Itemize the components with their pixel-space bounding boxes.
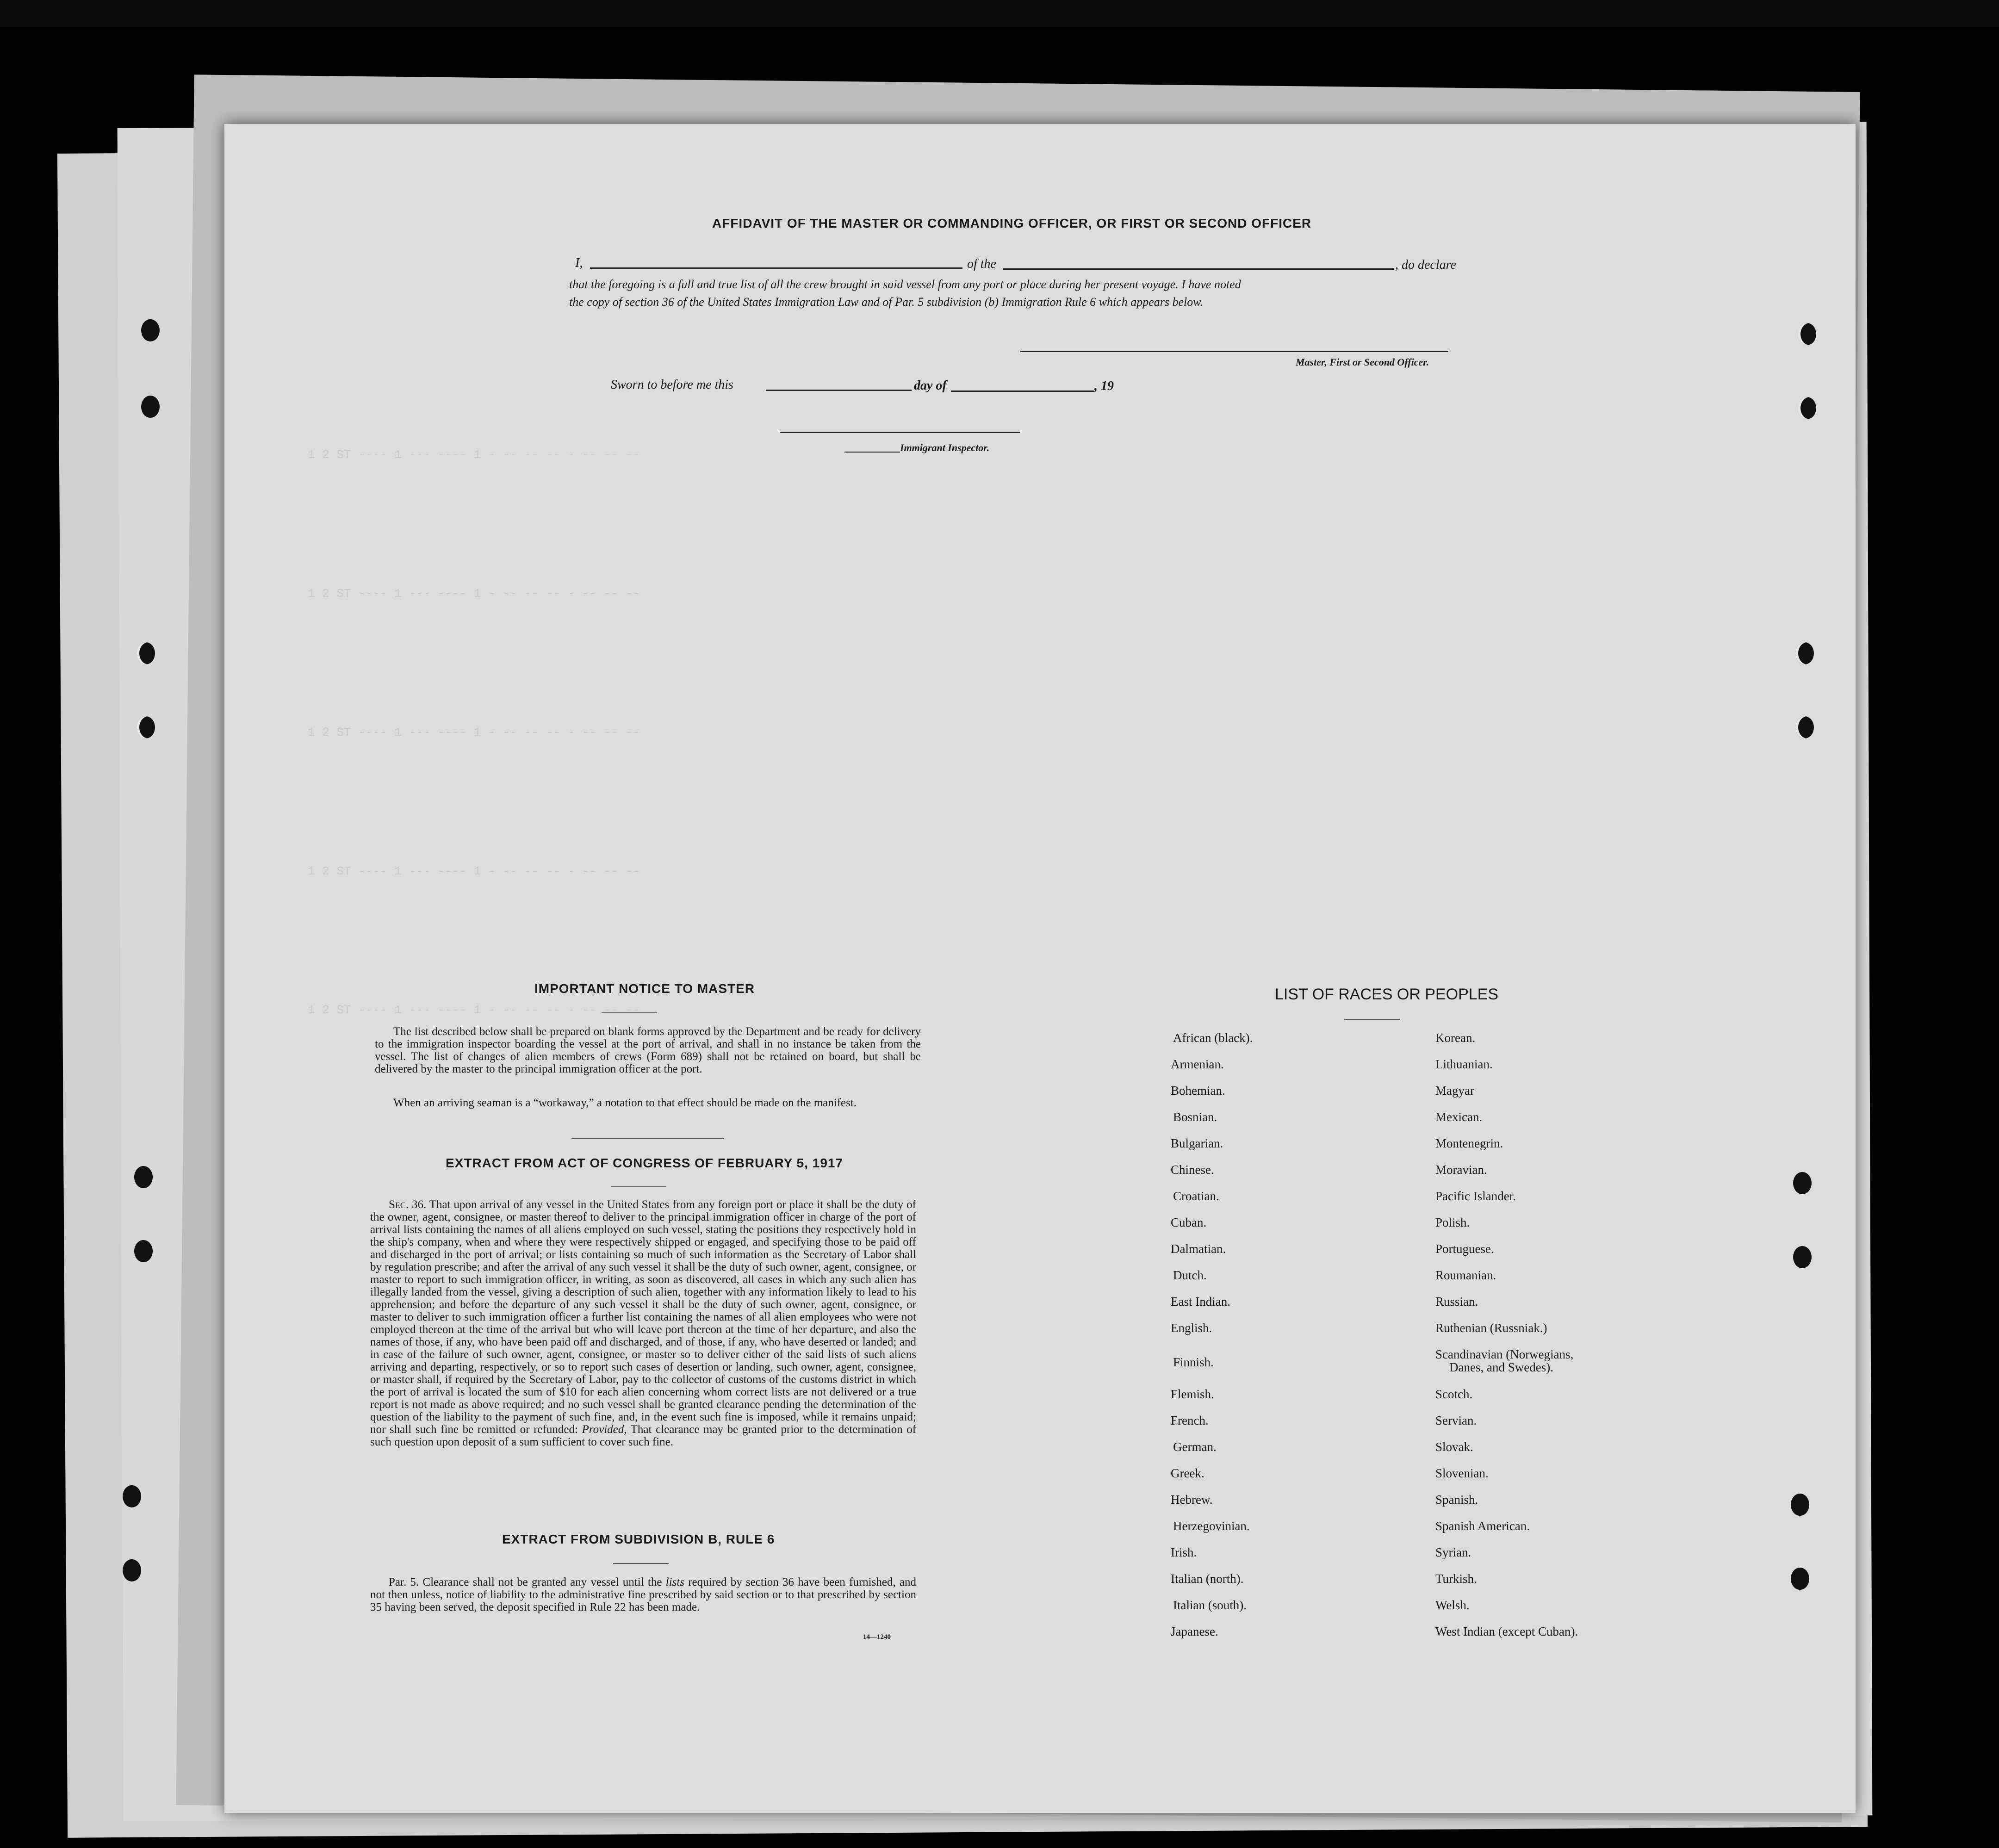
- race-item: Herzegovinian.: [1173, 1519, 1250, 1533]
- divider: [613, 1563, 669, 1564]
- race-item: Portuguese.: [1435, 1242, 1494, 1256]
- rule-extract-title: EXTRACT FROM SUBDIVISION B, RULE 6: [502, 1532, 775, 1546]
- race-item: Italian (south).: [1173, 1598, 1247, 1612]
- races-title: LIST OF RACES OR PEOPLES: [1275, 986, 1499, 1003]
- congress-extract-title: EXTRACT FROM ACT OF CONGRESS OF FEBRUARY 5, 1917: [446, 1156, 844, 1170]
- rule-paragraph: [370, 1576, 916, 1613]
- punch-hole: [137, 716, 155, 738]
- notice-paragraph-2: [375, 1097, 921, 1109]
- race-item: Syrian.: [1435, 1545, 1471, 1559]
- race-item: Cuban.: [1171, 1215, 1207, 1229]
- race-item: Greek.: [1171, 1466, 1204, 1480]
- rule-text-b: required by section 36 have been furnished, and not then unless, notice of liability to the administrative fine prescribed by said section or to that prescribed by section 35 having been served, the deposit specified in Rule 22 has been made.: [370, 1576, 917, 1613]
- do-declare-label: , do declare: [1395, 258, 1456, 272]
- race-item: Mexican.: [1435, 1110, 1483, 1124]
- punch-hole: [137, 642, 155, 664]
- section-label: Sec. 36.: [389, 1198, 427, 1211]
- divider: [571, 1138, 724, 1139]
- race-item: German.: [1173, 1440, 1217, 1454]
- sworn-day-line: [766, 390, 912, 391]
- race-item: Turkish.: [1435, 1572, 1477, 1586]
- race-item: Polish.: [1435, 1215, 1470, 1229]
- year-label: , 19: [1094, 379, 1114, 393]
- race-item: Slovak.: [1435, 1440, 1473, 1454]
- race-item: Bosnian.: [1173, 1110, 1217, 1124]
- race-item: Finnish.: [1173, 1355, 1214, 1369]
- punch-hole: [134, 1240, 153, 1262]
- punch-hole: [1791, 1494, 1809, 1516]
- affidavit-line-2: the copy of section 36 of the United States Immigration Law and of Par. 5 subdivision (b) Immigration Rule 6 which appears below.: [569, 295, 1204, 309]
- race-item: Italian (north).: [1171, 1572, 1244, 1586]
- race-item: Welsh.: [1435, 1598, 1470, 1612]
- race-item: Danes, and Swedes).: [1449, 1360, 1553, 1374]
- section-36-end: That clearance may be granted prior to the determination of such question upon deposit of a sum sufficient to cover such fine.: [370, 1423, 917, 1448]
- i-label: I,: [575, 256, 583, 270]
- divider: [602, 1012, 657, 1013]
- race-item: African (black).: [1173, 1031, 1253, 1045]
- race-item: Ruthenian (Russniak.): [1435, 1321, 1547, 1335]
- punch-hole: [1798, 397, 1816, 419]
- notice-paragraph-2-text: When an arriving seaman is a “workaway,” a notation to that effect should be made on the manifest.: [393, 1097, 857, 1109]
- affidavit-title: AFFIDAVIT OF THE MASTER OR COMMANDING OFFICER, OR FIRST OR SECOND OFFICER: [712, 216, 1312, 230]
- punch-hole: [141, 319, 160, 341]
- sworn-month-line: [951, 391, 1094, 392]
- race-item: Bulgarian.: [1171, 1136, 1223, 1150]
- race-item: Armenian.: [1171, 1057, 1224, 1071]
- race-item: Dutch.: [1173, 1268, 1207, 1282]
- race-item: Roumanian.: [1435, 1268, 1496, 1282]
- race-item: Magyar: [1435, 1084, 1474, 1098]
- scanner-top-strip: [0, 0, 1999, 27]
- section-36-body: That upon arrival of any vessel in the United States from any foreign port or place it shall be the duty of the owner, agent, consignee, or master thereof to deliver to the principal immigration officer in charge of the port of arrival lists containing the names of all aliens employed on such vessel, stating the positions they respectively hold in the ship's company, when and where they were respectively shipped or engaged, and specifying those to be paid off and discharged in the port of arrival; or lists containing so much of such information as the Secretary of Labor shall by regulation prescribe; and after the arrival of any such vessel it shall be the duty of such owner, agent, consignee, or master to report to such immigration officer, in writing, as soon as discovered, all cases in which any such alien has illegally landed from the vessel, giving a description of such alien, together with any information likely to lead to his apprehension; and before the departure of any such vessel it shall be the duty of such owner, agent, consignee, or master to deliver to such immigration officer a further list containing the names of all alien employees who were not employed thereon at the time of the arrival but who will leave port thereon at the time of her departure, and also the names of those, if any, who have been paid off and discharged, and of those, if any, who have deserted or landed; and in case of the failure of such owner, agent, consignee, or master so to deliver either of the said lists of such aliens arriving and departing, respectively, or so to report such cases of desertion or landing, such owner, agent, consignee, or master shall, if required by the Secretary of Labor, pay to the collector of customs of the customs district in which the port of arrival is located the sum of $10 for each alien concerning whom correct lists are not delivered or a true report is not made as above required; and no such vessel shall be granted clearance pending the determination of the question of the liability to the payment of such fine, and, in the event such fine is imposed, while it remains unpaid; nor shall such fine be remitted or refunded:: [370, 1198, 916, 1436]
- signature-line: [1020, 351, 1448, 352]
- race-item: Irish.: [1171, 1545, 1197, 1559]
- race-item: Flemish.: [1171, 1387, 1214, 1401]
- section-36-text: [370, 1198, 916, 1448]
- name-line: [590, 267, 962, 269]
- divider: [1344, 1019, 1400, 1020]
- manifest-page: 1 2 ST ---- 1 --- ---- 1 - -- -- -- - -- -- -- 1 2 ST ---- 1 --- ---- 1 - -- -- -- - -- -- -- 1 2 ST ---- 1 --- ---- 1 - -- -- -- - -- -- -- 1 2 ST ---- 1 --- ---- 1 - -- -- -- - -- -- -- 1 2 ST ---- 1 --- ---- 1 - -- -- -- - -- -- -- AFFIDAVIT OF THE MASTER OR COMMANDING OFFICER, OR FIRST OR SECOND OFFICER I, of the , do declare that the foregoing is a full and true list of all the crew brought in said vessel from any port or place during her present voyage. I have noted the copy of section 36 of the United States Immigration Law and of Par. 5 subdivision (b) Immigration Rule 6 which appears below. Master, First or Second Officer. Sworn to before me this day of , 19 Immigrant Inspector. IMPORTANT NOTICE TO MASTER The list described below shall be prepared on blank forms approved by the Department and be ready for delivery to the immigration inspector boarding the vessel at the port of arrival, and shall in no instance be taken from the vessel. The list of changes of alien members of crews (Form 689) shall not be retained on board, but shall be delivered by the master to the principal immigration officer at the port. When an arriving seaman is a “workaway,” a notation to that effect should be made on the manifest. EXTRACT FROM ACT OF CONGRESS OF FEBRUARY 5, 1917 Sec. 36. That upon arrival of any vessel in the United States from any foreign port or place it shall be the duty of the owner, agent, consignee, or master thereof to deliver to the principal immigration officer in charge of the port of arrival lists containing the names of all aliens employed on such vessel, stating the positions they respectively hold in the ship's company, when and where they were respectively shipped or engaged, and specifying those to be paid off and discharged in the port of arrival; or lists containing so much of such information as the Secretary of Labor shall by regulation prescribe; and after the arrival of any such vessel it shall be the duty of such owner, agent, consignee, or master to report to such immigration officer, in writing, as soon as discovered, all cases in which any such alien has illegally landed from the vessel, giving a description of such alien, together with any information likely to lead to his apprehension; and before the departure of any such vessel it shall be the duty of such owner, agent, consignee, or master to deliver to such immigration officer a further list containing the names of all alien employees who were not employed thereon at the time of the arrival but who will leave port thereon at the time of her departure, and also the names of those, if any, who have been paid off and discharged, and of those, if any, who have deserted or landed; and in case of the failure of such owner, agent, consignee, or master so to deliver either of the said lists of such aliens arriving and departing, respectively, or so to report such cases of desertion or landing, such owner, agent, consignee, or master shall, if required by the Secretary of Labor, pay to the collector of customs of the customs district in which the port of arrival is located the sum of $10 for each alien concerning whom correct lists are not delivered or a true report is not made as above required; and no such vessel shall be granted clearance pending the determination of the question of the liability to the payment of such fine, and, in the event such fine is imposed, while it remains unpaid; nor shall such fine be remitted or refunded: Provided, That clearance may be granted prior to the determination of such question upon deposit of a sum sufficient to cover such fine. EXTRACT FROM SUBDIVISION B, RULE 6 Par. 5. Clearance shall not be granted any vessel until the lists required by section 36 have been furnished, and not then unless, notice of liability to the administrative fine prescribed by said section or to that prescribed by section 35 having been served, the deposit specified in Rule 22 has been made. 14—1240 LIST OF RACES OR PEOPLES African (black). Armenian. Bohemian. Bosnian. Bulgarian. Chinese. Croatian. Cuban. Dalmatian. Dutch. East Indian. English. Finnish. Flemish. French. German. Greek. Hebrew. Herzegovinian. Irish. Italian (north). Italian (south). Japanese. Korean. Lithuanian. Magyar Mexican. Montenegrin. Moravian. Pacific Islander. Polish. Portuguese. Roumanian. Russian. Ruthenian (Russniak.) Scandinavian (Norwegians, Danes, and Swedes). Scotch. Servian. Slovak. Slovenian. Spanish. Spanish American. Syrian. Turkish. Welsh. West Indian (except Cuban).: [224, 124, 1856, 1813]
- race-item: English.: [1171, 1321, 1212, 1335]
- rule-text-a: Par. 5. Clearance shall not be granted any vessel until the: [389, 1576, 662, 1588]
- race-item: Scotch.: [1435, 1387, 1473, 1401]
- punch-hole: [1793, 1246, 1812, 1268]
- vessel-line: [1003, 268, 1394, 270]
- race-item: Japanese.: [1171, 1625, 1218, 1638]
- race-item: Slovenian.: [1435, 1466, 1489, 1480]
- inspector-line: [780, 432, 1020, 433]
- race-item: Hebrew.: [1171, 1493, 1213, 1507]
- notice-paragraph-1: [375, 1025, 921, 1075]
- race-item: East Indian.: [1171, 1295, 1230, 1308]
- day-of-label: day of: [914, 378, 947, 393]
- punch-hole: [123, 1559, 141, 1581]
- race-item: Croatian.: [1173, 1189, 1219, 1203]
- race-item: West Indian (except Cuban).: [1435, 1625, 1578, 1638]
- race-item: Pacific Islander.: [1435, 1189, 1516, 1203]
- race-item: Chinese.: [1171, 1163, 1214, 1177]
- punch-hole: [141, 396, 160, 418]
- sworn-label: Sworn to before me this: [611, 378, 733, 392]
- lists-word: lists: [665, 1576, 684, 1588]
- race-item: Lithuanian.: [1435, 1057, 1493, 1071]
- race-item: Korean.: [1435, 1031, 1476, 1045]
- punch-hole: [1798, 323, 1816, 345]
- punch-hole: [134, 1166, 153, 1188]
- race-item: Russian.: [1435, 1295, 1478, 1308]
- race-item: Servian.: [1435, 1414, 1477, 1427]
- race-item: Scandinavian (Norwegians,: [1435, 1347, 1574, 1361]
- race-item: Spanish.: [1435, 1493, 1478, 1507]
- punch-hole: [1791, 1568, 1809, 1590]
- form-number: 14—1240: [863, 1633, 891, 1641]
- signature-caption: Master, First or Second Officer.: [1296, 356, 1429, 368]
- notice-paragraph-1-text: The list described below shall be prepared on blank forms approved by the Department and be ready for delivery to the immigration inspector boarding the vessel at the port of arrival, and shall in no instance be taken from the vessel. The list of changes of alien members of crews (Form 689) shall not be retained on board, but shall be delivered by the master to the principal immigration officer at the port.: [375, 1025, 921, 1075]
- divider: [611, 1186, 666, 1187]
- punch-hole: [1795, 642, 1814, 664]
- provided-word: Provided,: [582, 1423, 627, 1436]
- race-item: Bohemian.: [1171, 1084, 1225, 1098]
- punch-hole: [1793, 1172, 1812, 1194]
- of-the-label: of the: [967, 257, 996, 271]
- punch-hole: [1795, 716, 1814, 738]
- inspector-caption: Immigrant Inspector.: [900, 442, 990, 453]
- race-item: Montenegrin.: [1435, 1136, 1503, 1150]
- race-item: Moravian.: [1435, 1163, 1487, 1177]
- race-item: Spanish American.: [1435, 1519, 1530, 1533]
- punch-hole: [123, 1485, 141, 1507]
- notice-title: IMPORTANT NOTICE TO MASTER: [534, 981, 755, 996]
- inspector-line-short: [844, 452, 900, 453]
- race-item: French.: [1171, 1414, 1209, 1427]
- affidavit-line-1: that the foregoing is a full and true list of all the crew brought in said vessel from any port or place during her present voyage. I have noted: [569, 278, 1241, 291]
- race-item: Dalmatian.: [1171, 1242, 1226, 1256]
